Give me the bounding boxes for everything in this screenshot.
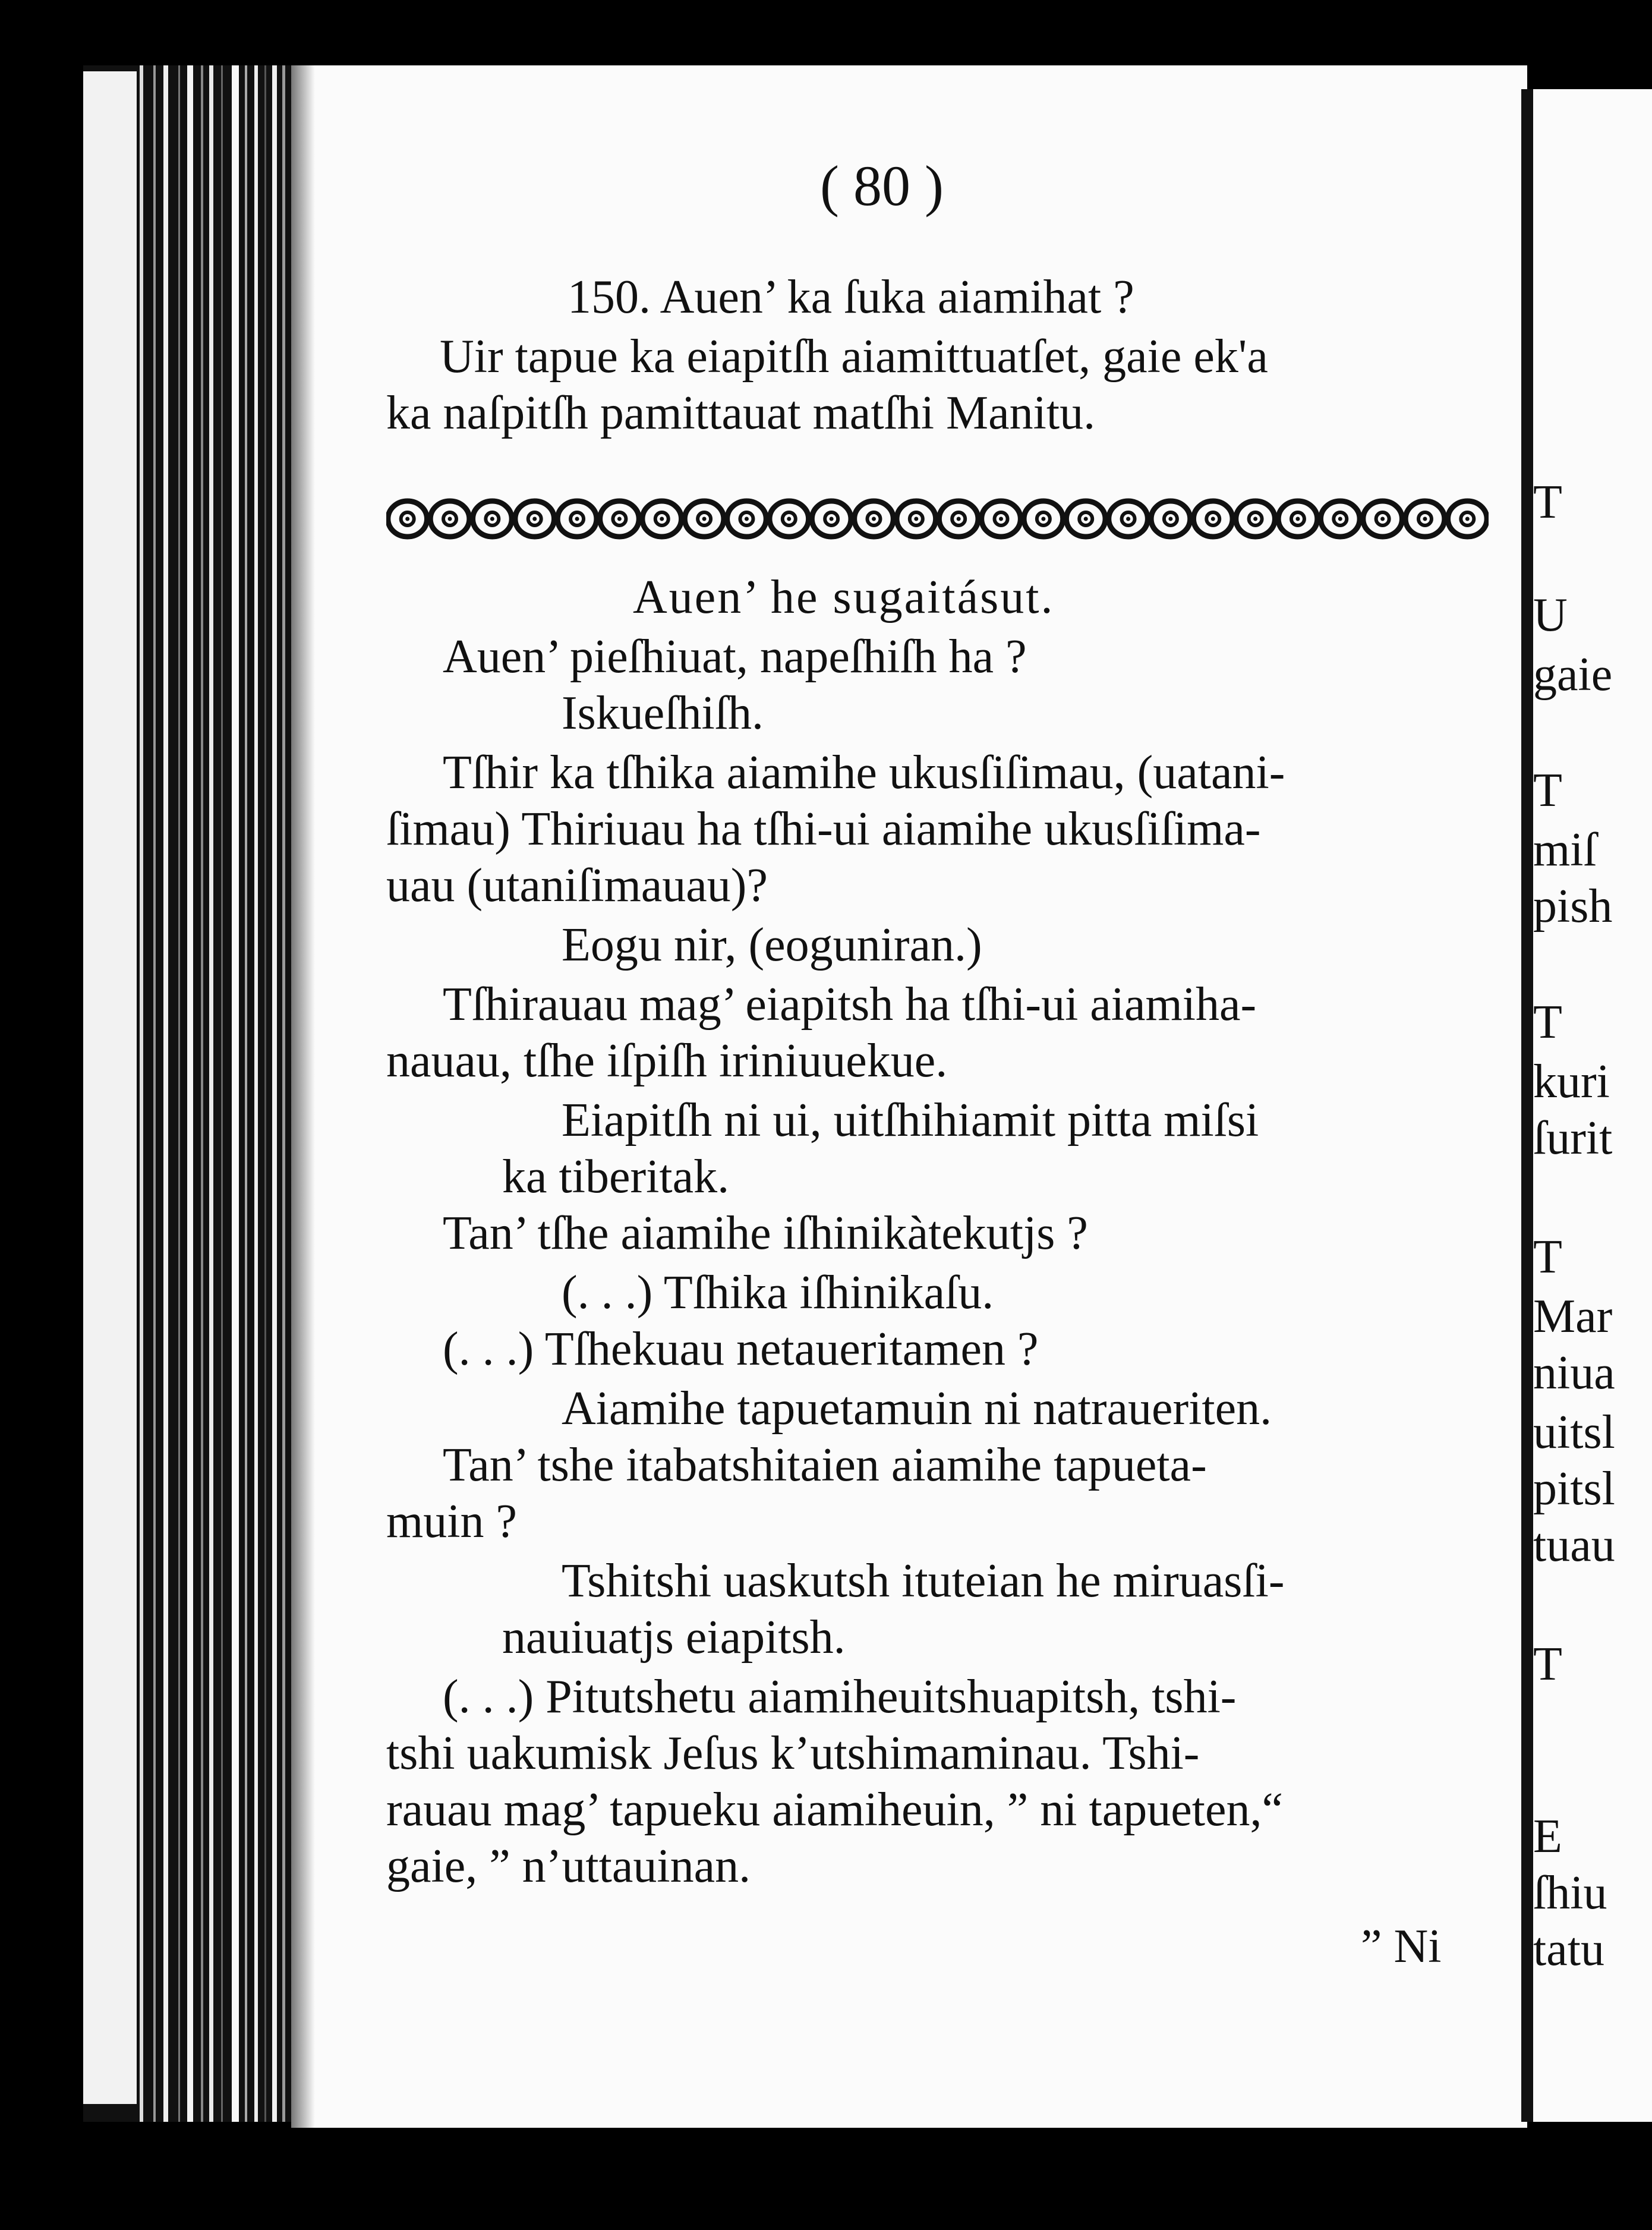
text-line: (. . .) Tſhekuau netaueritamen ? [443,1323,1039,1375]
next-page-fragment: miſ [1533,824,1597,876]
page-edge-stripe [245,65,247,2122]
text-line: Tan’ tshe itabatshitaien aiamihe tapueta- [443,1439,1207,1491]
page-edge-stripe [264,65,266,2122]
section-heading: Auen’ he sugaitásut. [633,571,1055,623]
next-page-sliver [1533,89,1652,2122]
next-page-fragment: pish [1533,880,1613,933]
ornament-knot [1109,501,1148,537]
page-edge-stripe [254,65,258,2122]
text-line: rauau mag’ tapueku aiamiheuin, ” ni tapueten,“ [386,1784,1283,1836]
ornament-knot [557,501,597,537]
ornament-knot [642,501,682,537]
text-line: ſimau) Thiriuau ha tſhi-ui aiamihe ukusſiſima- [386,803,1261,855]
page-edge-stripe [282,65,285,2122]
page-edge-stripe [178,65,180,2122]
next-page-gutter [1521,89,1533,2122]
question-150: 150. Auen’ ka ſuka aiamihat ? [568,271,1134,323]
ornament-knot [939,501,978,537]
text-line: Eogu nir, (eoguniran.) [562,919,982,971]
text-line: muin ? [386,1495,517,1548]
next-page-fragment: pitsl [1533,1463,1615,1515]
next-page-fragment: E [1533,1810,1562,1863]
ornament-knot [430,501,469,537]
ornament-knot [1066,501,1105,537]
ornament-knot [982,501,1021,537]
next-page-fragment: kuri [1533,1056,1610,1108]
next-page-fragment: T [1533,1638,1562,1690]
text-line: Uir tapue ka eiapitſh aiamittuatſet, gaie ek'a [440,330,1268,383]
next-page-fragment: T [1533,996,1562,1048]
ornament-knot [1024,501,1063,537]
page-number: ( 80 ) [820,154,944,218]
next-page-fragment: niua [1533,1347,1615,1399]
book-edge-highlight [83,71,137,2104]
page-edge-stripe [209,65,213,2122]
text-line: (. . .) Tſhika iſhinikaſu. [562,1267,994,1319]
next-page-fragment: tatu [1533,1923,1604,1976]
page-edge-stripe [201,65,203,2122]
text-line: gaie, ” n’uttauinan. [386,1840,751,1892]
ornament-knot [473,501,512,537]
next-page-fragment: T [1533,764,1562,817]
page-edge-stripe [187,65,193,2122]
text-line: tshi uakumisk Jeſus k’utshimaminau. Tshi- [386,1727,1200,1779]
page-edge-stripe [163,65,168,2122]
text-line: Iskueſhiſh. [562,687,764,739]
text-line: nauiuatjs eiapitsh. [502,1611,846,1664]
text-line: Tan’ tſhe aiamihe iſhinikàtekutjs ? [443,1207,1088,1259]
catchword: ” Ni [1361,1920,1442,1973]
page-edge-stripe [232,65,239,2122]
ornament-knot [600,501,639,537]
text-line: Tſhir ka tſhika aiamihe ukusſiſimau, (uatani- [443,747,1285,799]
ornament-knot [812,501,851,537]
next-page-fragment: uitsl [1533,1406,1615,1459]
text-line: ka naſpitſh pamittauat matſhi Manitu. [386,387,1096,439]
text-line: ka tiberitak. [502,1151,730,1203]
text-line: Tſhirauau mag’ eiapitsh ha tſhi-ui aiamiha- [443,978,1257,1031]
ornament-knot [897,501,936,537]
text-line: nauau, tſhe iſpiſh iriniuuekue. [386,1035,948,1087]
ornament-knot [1320,501,1360,537]
page-gutter-shadow [291,65,315,2128]
text-line: Tshitshi uaskutsh ituteian he miruasſi- [562,1555,1285,1607]
next-page-fragment: U [1533,589,1568,641]
text-line: Auen’ pieſhiuat, napeſhiſh ha ? [443,631,1027,683]
ornament-knot [855,501,894,537]
ornament-knot [685,501,724,537]
next-page-fragment: gaie [1533,648,1613,701]
decorative-ornament-band [386,498,1489,540]
next-page-fragment: ſurit [1533,1112,1613,1164]
ornament-knot [1278,501,1317,537]
page-edge-stripe [272,65,277,2122]
next-page-fragment: T [1533,1231,1562,1283]
ornament-knot [1448,501,1487,537]
ornament-knot [1151,501,1190,537]
page-edge-stripe [140,65,143,2122]
next-page-fragment: T [1533,476,1562,528]
ornament-knot [727,501,767,537]
text-line: uau (utaniſimauau)? [386,859,768,912]
ornament-knot [1236,501,1275,537]
next-page-fragment: Mar [1533,1290,1613,1343]
page-edge-stripe [153,65,156,2122]
next-page-fragment: tuau [1533,1519,1615,1571]
text-line: (. . .) Pitutshetu aiamiheuitshuapitsh, tshi- [443,1671,1237,1723]
ornament-knot [515,501,554,537]
text-line: Eiapitſh ni ui, uitſhihiamit pitta miſsi [562,1094,1259,1147]
ornament-knot [1363,501,1402,537]
page-edge-stripe [221,65,223,2122]
ornament-knot [770,501,809,537]
next-page-fragment: ſhiu [1533,1867,1607,1919]
ornament-knot [388,501,427,537]
ornament-knot [1405,501,1445,537]
ornament-knot [1193,501,1232,537]
text-line: Aiamihe tapuetamuin ni natraueriten. [562,1382,1272,1435]
